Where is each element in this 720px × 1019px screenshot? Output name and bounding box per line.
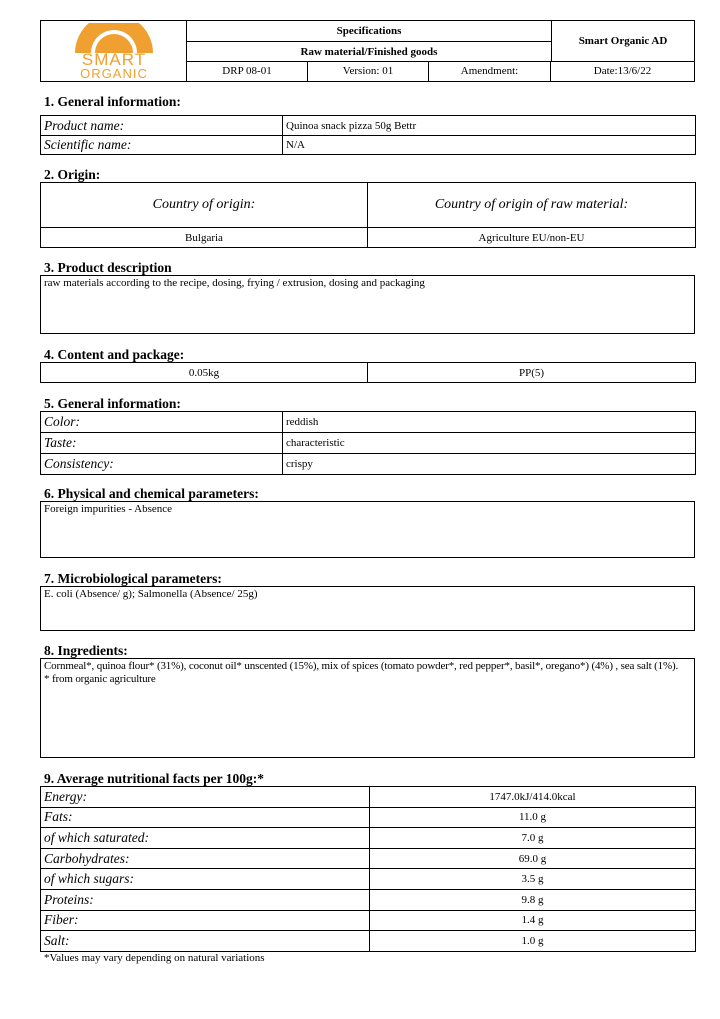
- package-value: PP(5): [368, 363, 696, 383]
- logo-text-organic: ORGANIC: [80, 66, 148, 81]
- nutrition-label: Salt:: [41, 931, 370, 952]
- physchem-text: Foreign impurities - Absence: [44, 503, 173, 515]
- nutrition-row: [41, 807, 696, 828]
- doc-date: Date:13/6/22: [593, 65, 652, 77]
- nutrition-row: [41, 787, 696, 808]
- section-heading-content: 4. Content and package:: [44, 347, 185, 362]
- nutrition-row: [41, 910, 696, 931]
- taste-value: characteristic: [283, 433, 696, 454]
- content-package-table: [40, 362, 696, 383]
- nutrition-footnote: *Values may vary depending on natural variations: [44, 952, 265, 964]
- section-heading-organoleptic: 5. General information:: [44, 396, 181, 411]
- product-description-box: [40, 275, 695, 334]
- color-value: reddish: [283, 412, 696, 433]
- nutrition-row: [41, 931, 696, 952]
- section-heading-physchem: 6. Physical and chemical parameters:: [44, 486, 259, 501]
- sun-logo-icon: [71, 23, 157, 53]
- doc-amendment: Amendment:: [429, 62, 551, 81]
- nutrition-label: Proteins:: [41, 889, 370, 910]
- organoleptic-table: [40, 411, 696, 475]
- section-heading-nutrition: 9. Average nutritional facts per 100g:*: [44, 771, 264, 786]
- raw-material-origin-value: Agriculture EU/non-EU: [368, 228, 696, 248]
- content-value: 0.05kg: [41, 363, 368, 383]
- raw-material-origin-label: Country of origin of raw material:: [368, 183, 696, 228]
- nutrition-value: 1.0 g: [370, 931, 696, 952]
- nutrition-row: [41, 889, 696, 910]
- physchem-box: [40, 501, 695, 558]
- nutrition-row: [41, 848, 696, 869]
- document-title: Specifications: [187, 21, 551, 42]
- section-heading-description: 3. Product description: [44, 260, 172, 275]
- ingredients-box: [40, 658, 695, 758]
- document-header: [40, 20, 695, 82]
- country-of-origin-label: Country of origin:: [41, 183, 368, 228]
- consistency-value: crispy: [283, 454, 696, 475]
- taste-label: Taste:: [41, 433, 283, 454]
- nutrition-row: [41, 869, 696, 890]
- microbio-text: E. coli (Absence/ g); Salmonella (Absence/ 25g): [44, 588, 258, 600]
- general-info-table: [40, 115, 696, 155]
- nutrition-label: Energy:: [41, 787, 370, 808]
- nutrition-value: 11.0 g: [370, 807, 696, 828]
- color-label: Color:: [41, 412, 283, 433]
- document-subtitle: Raw material/Finished goods: [187, 42, 551, 62]
- nutrition-label: of which saturated:: [41, 828, 370, 849]
- section-heading-ingredients: 8. Ingredients:: [44, 643, 128, 658]
- company-logo: [41, 21, 187, 81]
- nutrition-value: 7.0 g: [370, 828, 696, 849]
- ingredients-note: * from organic agriculture: [44, 673, 156, 685]
- nutrition-table: [40, 786, 696, 952]
- origin-table: [40, 182, 696, 248]
- nutrition-value: 1.4 g: [370, 910, 696, 931]
- nutrition-label: Fiber:: [41, 910, 370, 931]
- section-heading-microbio: 7. Microbiological parameters:: [44, 571, 222, 586]
- doc-code: DRP 08-01: [187, 62, 308, 81]
- section-heading-general: 1. General information:: [44, 94, 181, 109]
- nutrition-label: Fats:: [41, 807, 370, 828]
- nutrition-value: 1747.0kJ/414.0kcal: [370, 787, 696, 808]
- nutrition-label: of which sugars:: [41, 869, 370, 890]
- company-name: Smart Organic AD: [551, 21, 694, 62]
- section-heading-origin: 2. Origin:: [44, 167, 101, 182]
- product-description-text: raw materials according to the recipe, dosing, frying / extrusion, dosing and packaging: [44, 277, 425, 289]
- nutrition-value: 3.5 g: [370, 869, 696, 890]
- nutrition-label: Carbohydrates:: [41, 848, 370, 869]
- product-name-label: Product name:: [41, 116, 283, 136]
- microbio-box: [40, 586, 695, 631]
- country-of-origin-value: Bulgaria: [41, 228, 368, 248]
- logo-text-smart: SMART: [81, 50, 147, 69]
- product-name-value: Quinoa snack pizza 50g Bettr: [283, 116, 696, 136]
- ingredients-text: Cornmeal*, quinoa flour* (31%), coconut oil* unscented (15%), mix of spices (tomato powder*, red pepper*, basil*, oregano*) (4%) , sea salt (1%).: [44, 660, 679, 672]
- scientific-name-label: Scientific name:: [41, 136, 283, 155]
- nutrition-row: [41, 828, 696, 849]
- nutrition-value: 69.0 g: [370, 848, 696, 869]
- nutrition-value: 9.8 g: [370, 889, 696, 910]
- scientific-name-value: N/A: [283, 136, 696, 155]
- consistency-label: Consistency:: [41, 454, 283, 475]
- doc-version: Version: 01: [308, 62, 429, 81]
